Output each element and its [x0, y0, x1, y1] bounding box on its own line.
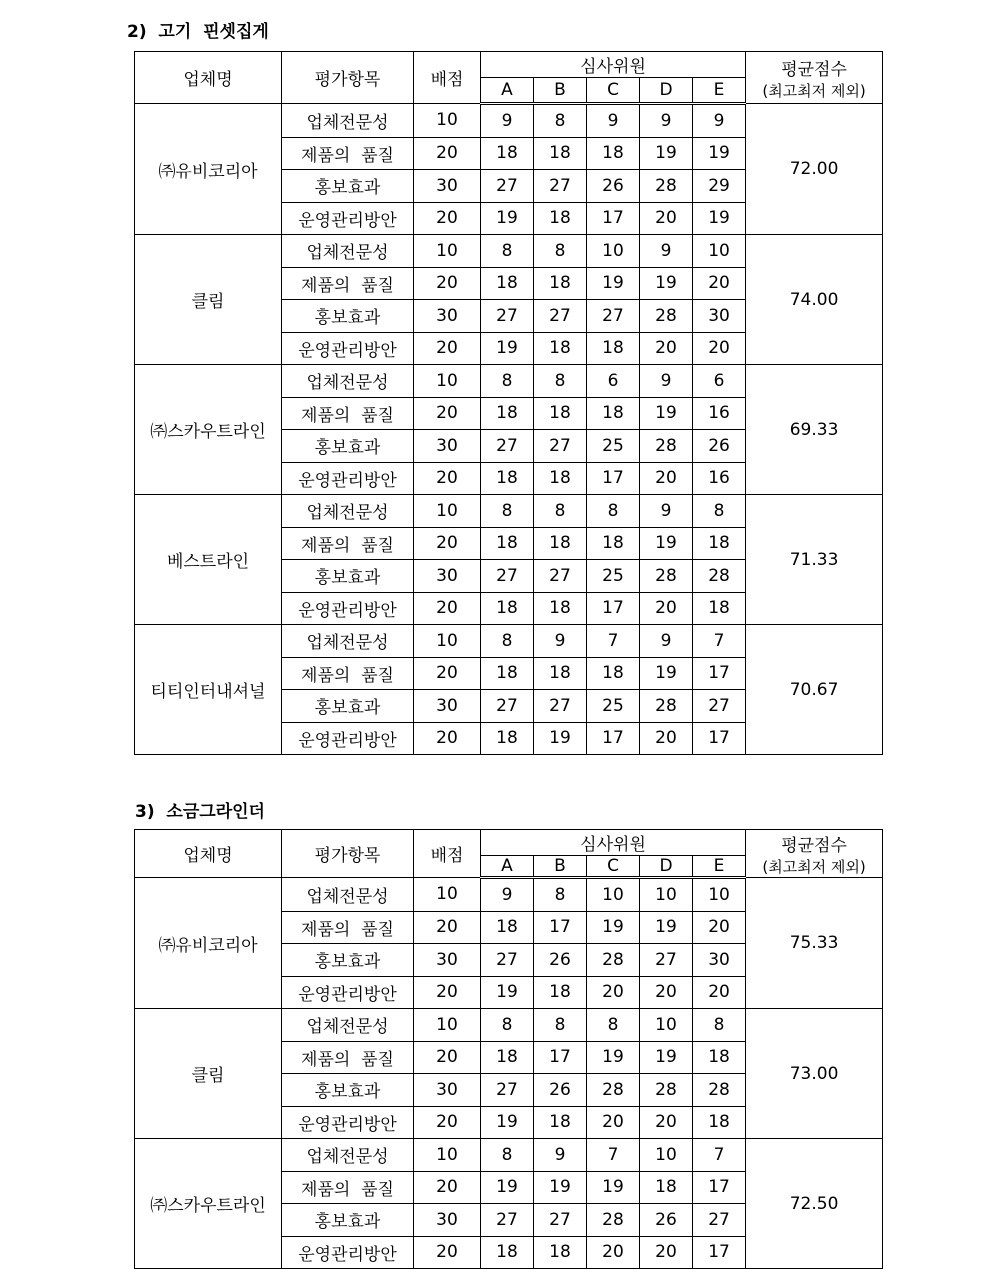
- score-cell: 7: [693, 625, 746, 658]
- score-cell: 18: [481, 527, 534, 560]
- criterion-label: 제품의 품질: [282, 267, 414, 300]
- criterion-label: 제품의 품질: [282, 911, 414, 944]
- score-cell: 20: [640, 722, 693, 755]
- criterion-label: 제품의 품질: [282, 1041, 414, 1074]
- score-cell: 28: [587, 1074, 640, 1107]
- score-cell: 19: [640, 1041, 693, 1074]
- score-cell: 18: [587, 137, 640, 170]
- score-cell: 27: [481, 170, 534, 203]
- weight-cell: 20: [414, 1236, 481, 1269]
- score-cell: 20: [587, 976, 640, 1009]
- criterion-label: 홍보효과: [282, 944, 414, 977]
- score-cell: 27: [481, 430, 534, 463]
- company-name: 베스트라인: [135, 495, 282, 625]
- score-cell: 9: [693, 104, 746, 138]
- criterion-label: 홍보효과: [282, 430, 414, 463]
- company-name: 클림: [135, 1009, 282, 1139]
- score-cell: 19: [587, 267, 640, 300]
- section-title: 2) 고기 핀셋집게: [127, 22, 269, 42]
- score-cell: 18: [640, 1171, 693, 1204]
- weight-cell: 20: [414, 1041, 481, 1074]
- company-name: ㈜유비코리아: [135, 878, 282, 1009]
- weight-cell: 30: [414, 944, 481, 977]
- score-cell: 28: [640, 430, 693, 463]
- score-cell: 8: [693, 495, 746, 528]
- score-cell: 18: [693, 1041, 746, 1074]
- criterion-label: 운영관리방안: [282, 592, 414, 625]
- score-cell: 27: [534, 1204, 587, 1237]
- score-cell: 8: [481, 1139, 534, 1172]
- score-cell: 7: [587, 625, 640, 658]
- score-cell: 27: [481, 1074, 534, 1107]
- header-judge-letter: B: [534, 78, 587, 104]
- score-cell: 28: [587, 1204, 640, 1237]
- score-cell: 27: [534, 170, 587, 203]
- score-cell: 17: [693, 1171, 746, 1204]
- score-cell: 18: [534, 332, 587, 365]
- score-cell: 17: [534, 1041, 587, 1074]
- score-cell: 18: [534, 527, 587, 560]
- score-cell: 18: [534, 267, 587, 300]
- table-row: [135, 625, 883, 658]
- criterion-label: 운영관리방안: [282, 722, 414, 755]
- score-cell: 18: [534, 1106, 587, 1139]
- score-cell: 19: [481, 202, 534, 235]
- score-cell: 20: [693, 976, 746, 1009]
- average-score: 74.00: [746, 235, 883, 365]
- average-score: 69.33: [746, 365, 883, 495]
- score-cell: 18: [534, 976, 587, 1009]
- table-row: [135, 365, 883, 398]
- score-cell: 28: [587, 944, 640, 977]
- score-cell: 18: [587, 527, 640, 560]
- score-cell: 17: [587, 722, 640, 755]
- score-cell: 20: [640, 1106, 693, 1139]
- score-cell: 19: [481, 332, 534, 365]
- criterion-label: 운영관리방안: [282, 1236, 414, 1269]
- score-cell: 10: [587, 878, 640, 912]
- score-cell: 26: [693, 430, 746, 463]
- header-average: [746, 830, 883, 878]
- score-cell: 20: [693, 911, 746, 944]
- header-average-note: (최고최저 제외): [762, 857, 866, 876]
- score-cell: 10: [640, 1139, 693, 1172]
- header-row: [135, 830, 883, 856]
- score-cell: 30: [693, 300, 746, 333]
- score-cell: 18: [534, 137, 587, 170]
- score-cell: 17: [587, 462, 640, 495]
- table-row: [135, 1009, 883, 1042]
- company-name: ㈜유비코리아: [135, 104, 282, 235]
- average-score: 70.67: [746, 625, 883, 755]
- criterion-label: 제품의 품질: [282, 527, 414, 560]
- score-cell: 20: [640, 1236, 693, 1269]
- score-cell: 18: [587, 657, 640, 690]
- weight-cell: 30: [414, 430, 481, 463]
- score-cell: 10: [693, 235, 746, 268]
- score-cell: 9: [481, 878, 534, 912]
- score-cell: 18: [534, 592, 587, 625]
- score-cell: 9: [534, 1139, 587, 1172]
- section-title: 3) 소금그라인더: [135, 802, 265, 822]
- score-cell: 9: [640, 365, 693, 398]
- score-cell: 8: [534, 878, 587, 912]
- criterion-label: 업체전문성: [282, 235, 414, 268]
- criterion-label: 업체전문성: [282, 625, 414, 658]
- criterion-label: 업체전문성: [282, 1009, 414, 1042]
- average-score: 72.50: [746, 1139, 883, 1269]
- score-cell: 19: [640, 657, 693, 690]
- weight-cell: 20: [414, 397, 481, 430]
- score-cell: 20: [640, 332, 693, 365]
- score-cell: 20: [640, 976, 693, 1009]
- criterion-label: 운영관리방안: [282, 462, 414, 495]
- score-cell: 20: [640, 462, 693, 495]
- score-cell: 26: [534, 1074, 587, 1107]
- criterion-label: 홍보효과: [282, 690, 414, 723]
- score-cell: 9: [534, 625, 587, 658]
- score-cell: 18: [693, 527, 746, 560]
- criterion-label: 홍보효과: [282, 300, 414, 333]
- header-company: 업체명: [135, 52, 282, 104]
- score-cell: 19: [587, 1171, 640, 1204]
- weight-cell: 10: [414, 495, 481, 528]
- score-cell: 19: [481, 976, 534, 1009]
- score-cell: 26: [640, 1204, 693, 1237]
- score-cell: 8: [587, 1009, 640, 1042]
- weight-cell: 30: [414, 690, 481, 723]
- score-cell: 27: [693, 1204, 746, 1237]
- score-cell: 8: [534, 1009, 587, 1042]
- score-cell: 19: [587, 1041, 640, 1074]
- score-cell: 17: [693, 1236, 746, 1269]
- score-cell: 8: [693, 1009, 746, 1042]
- weight-cell: 30: [414, 170, 481, 203]
- weight-cell: 10: [414, 1009, 481, 1042]
- company-name: 클림: [135, 235, 282, 365]
- criterion-label: 운영관리방안: [282, 1106, 414, 1139]
- score-cell: 27: [534, 560, 587, 593]
- score-cell: 27: [534, 300, 587, 333]
- header-average-title: 평균점수: [781, 59, 847, 80]
- score-cell: 8: [534, 235, 587, 268]
- header-judge-letter: C: [587, 78, 640, 104]
- score-cell: 8: [534, 365, 587, 398]
- weight-cell: 30: [414, 1204, 481, 1237]
- header-average: [746, 52, 883, 104]
- criterion-label: 제품의 품질: [282, 1171, 414, 1204]
- score-cell: 20: [693, 332, 746, 365]
- score-cell: 25: [587, 690, 640, 723]
- score-cell: 20: [587, 1106, 640, 1139]
- weight-cell: 20: [414, 332, 481, 365]
- criterion-label: 업체전문성: [282, 1139, 414, 1172]
- score-cell: 9: [640, 104, 693, 138]
- score-cell: 27: [640, 944, 693, 977]
- score-cell: 17: [693, 657, 746, 690]
- score-cell: 30: [693, 944, 746, 977]
- company-name: 티티인터내셔널: [135, 625, 282, 755]
- criterion-label: 운영관리방안: [282, 976, 414, 1009]
- score-cell: 28: [640, 560, 693, 593]
- score-cell: 8: [481, 235, 534, 268]
- score-cell: 18: [481, 397, 534, 430]
- score-cell: 8: [534, 495, 587, 528]
- score-cell: 10: [640, 1009, 693, 1042]
- weight-cell: 20: [414, 462, 481, 495]
- score-cell: 8: [481, 495, 534, 528]
- score-cell: 19: [693, 202, 746, 235]
- score-cell: 20: [693, 267, 746, 300]
- average-score: 72.00: [746, 104, 883, 235]
- score-cell: 27: [481, 690, 534, 723]
- header-judge-letter: B: [534, 856, 587, 878]
- score-cell: 10: [693, 878, 746, 912]
- average-score: 71.33: [746, 495, 883, 625]
- score-cell: 19: [693, 137, 746, 170]
- weight-cell: 20: [414, 722, 481, 755]
- header-judge-letter: E: [693, 856, 746, 878]
- criterion-label: 제품의 품질: [282, 657, 414, 690]
- score-cell: 27: [587, 300, 640, 333]
- header-weight: 배점: [414, 830, 481, 878]
- score-cell: 8: [587, 495, 640, 528]
- header-item: 평가항목: [282, 830, 414, 878]
- score-cell: 9: [640, 235, 693, 268]
- score-cell: 28: [640, 690, 693, 723]
- score-cell: 18: [481, 911, 534, 944]
- score-cell: 9: [481, 104, 534, 138]
- score-cell: 18: [693, 592, 746, 625]
- score-cell: 28: [640, 1074, 693, 1107]
- weight-cell: 10: [414, 365, 481, 398]
- score-cell: 18: [587, 397, 640, 430]
- header-judge-letter: D: [640, 78, 693, 104]
- score-cell: 20: [640, 202, 693, 235]
- score-cell: 18: [534, 462, 587, 495]
- score-cell: 9: [640, 625, 693, 658]
- score-cell: 20: [587, 1236, 640, 1269]
- header-company: 업체명: [135, 830, 282, 878]
- weight-cell: 20: [414, 202, 481, 235]
- weight-cell: 20: [414, 592, 481, 625]
- criterion-label: 제품의 품질: [282, 137, 414, 170]
- score-cell: 16: [693, 397, 746, 430]
- score-cell: 19: [640, 527, 693, 560]
- criterion-label: 홍보효과: [282, 560, 414, 593]
- score-cell: 28: [693, 1074, 746, 1107]
- score-cell: 10: [587, 235, 640, 268]
- score-table: [134, 51, 883, 755]
- table-row: [135, 878, 883, 912]
- score-cell: 19: [587, 911, 640, 944]
- company-name: ㈜스카우트라인: [135, 1139, 282, 1269]
- weight-cell: 10: [414, 104, 481, 138]
- score-table: [134, 829, 883, 1269]
- score-cell: 18: [481, 722, 534, 755]
- criterion-label: 제품의 품질: [282, 397, 414, 430]
- criterion-label: 업체전문성: [282, 878, 414, 912]
- score-cell: 8: [481, 365, 534, 398]
- score-cell: 18: [534, 397, 587, 430]
- score-cell: 18: [481, 657, 534, 690]
- score-cell: 18: [481, 267, 534, 300]
- score-cell: 17: [693, 722, 746, 755]
- weight-cell: 30: [414, 300, 481, 333]
- header-judges: 심사위원: [481, 830, 746, 856]
- weight-cell: 10: [414, 878, 481, 912]
- score-cell: 27: [534, 690, 587, 723]
- score-cell: 18: [481, 592, 534, 625]
- score-cell: 19: [534, 722, 587, 755]
- score-cell: 18: [481, 137, 534, 170]
- score-cell: 17: [587, 202, 640, 235]
- header-row: [135, 52, 883, 78]
- score-cell: 18: [481, 462, 534, 495]
- criterion-label: 홍보효과: [282, 1204, 414, 1237]
- header-judge-letter: A: [481, 78, 534, 104]
- score-cell: 28: [693, 560, 746, 593]
- score-cell: 19: [640, 137, 693, 170]
- score-cell: 18: [481, 1236, 534, 1269]
- score-cell: 27: [481, 1204, 534, 1237]
- score-cell: 10: [640, 878, 693, 912]
- score-cell: 6: [587, 365, 640, 398]
- score-cell: 18: [693, 1106, 746, 1139]
- average-score: 75.33: [746, 878, 883, 1009]
- score-cell: 18: [534, 657, 587, 690]
- score-cell: 19: [640, 911, 693, 944]
- score-cell: 19: [640, 397, 693, 430]
- score-cell: 19: [640, 267, 693, 300]
- score-cell: 20: [640, 592, 693, 625]
- score-cell: 28: [640, 300, 693, 333]
- score-cell: 18: [587, 332, 640, 365]
- score-cell: 17: [534, 911, 587, 944]
- header-judge-letter: A: [481, 856, 534, 878]
- score-cell: 25: [587, 430, 640, 463]
- weight-cell: 20: [414, 267, 481, 300]
- weight-cell: 20: [414, 1106, 481, 1139]
- score-cell: 27: [481, 944, 534, 977]
- criterion-label: 운영관리방안: [282, 202, 414, 235]
- score-cell: 9: [587, 104, 640, 138]
- header-average-title: 평균점수: [781, 835, 847, 856]
- score-cell: 19: [534, 1171, 587, 1204]
- criterion-label: 업체전문성: [282, 365, 414, 398]
- weight-cell: 30: [414, 560, 481, 593]
- score-cell: 18: [534, 202, 587, 235]
- score-cell: 28: [640, 170, 693, 203]
- score-cell: 7: [693, 1139, 746, 1172]
- weight-cell: 10: [414, 1139, 481, 1172]
- score-cell: 8: [481, 1009, 534, 1042]
- score-cell: 18: [481, 1041, 534, 1074]
- weight-cell: 20: [414, 137, 481, 170]
- header-judges: 심사위원: [481, 52, 746, 78]
- header-judge-letter: C: [587, 856, 640, 878]
- score-cell: 25: [587, 560, 640, 593]
- criterion-label: 홍보효과: [282, 1074, 414, 1107]
- weight-cell: 10: [414, 625, 481, 658]
- score-cell: 16: [693, 462, 746, 495]
- score-cell: 26: [587, 170, 640, 203]
- criterion-label: 업체전문성: [282, 495, 414, 528]
- weight-cell: 20: [414, 527, 481, 560]
- weight-cell: 30: [414, 1074, 481, 1107]
- weight-cell: 10: [414, 235, 481, 268]
- header-item: 평가항목: [282, 52, 414, 104]
- weight-cell: 20: [414, 1171, 481, 1204]
- company-name: ㈜스카우트라인: [135, 365, 282, 495]
- score-cell: 8: [534, 104, 587, 138]
- score-cell: 9: [640, 495, 693, 528]
- score-cell: 19: [481, 1171, 534, 1204]
- criterion-label: 운영관리방안: [282, 332, 414, 365]
- table-row: [135, 235, 883, 268]
- score-cell: 19: [481, 1106, 534, 1139]
- score-cell: 27: [534, 430, 587, 463]
- score-cell: 8: [481, 625, 534, 658]
- header-weight: 배점: [414, 52, 481, 104]
- criterion-label: 홍보효과: [282, 170, 414, 203]
- header-judge-letter: E: [693, 78, 746, 104]
- score-cell: 27: [481, 300, 534, 333]
- score-cell: 17: [587, 592, 640, 625]
- table-row: [135, 1139, 883, 1172]
- score-cell: 7: [587, 1139, 640, 1172]
- weight-cell: 20: [414, 911, 481, 944]
- score-cell: 27: [693, 690, 746, 723]
- score-cell: 18: [534, 1236, 587, 1269]
- table-row: [135, 495, 883, 528]
- criterion-label: 업체전문성: [282, 104, 414, 138]
- score-cell: 6: [693, 365, 746, 398]
- score-cell: 27: [481, 560, 534, 593]
- weight-cell: 20: [414, 657, 481, 690]
- average-score: 73.00: [746, 1009, 883, 1139]
- score-cell: 29: [693, 170, 746, 203]
- weight-cell: 20: [414, 976, 481, 1009]
- header-judge-letter: D: [640, 856, 693, 878]
- header-average-note: (최고최저 제외): [762, 81, 866, 100]
- score-cell: 26: [534, 944, 587, 977]
- table-row: [135, 104, 883, 138]
